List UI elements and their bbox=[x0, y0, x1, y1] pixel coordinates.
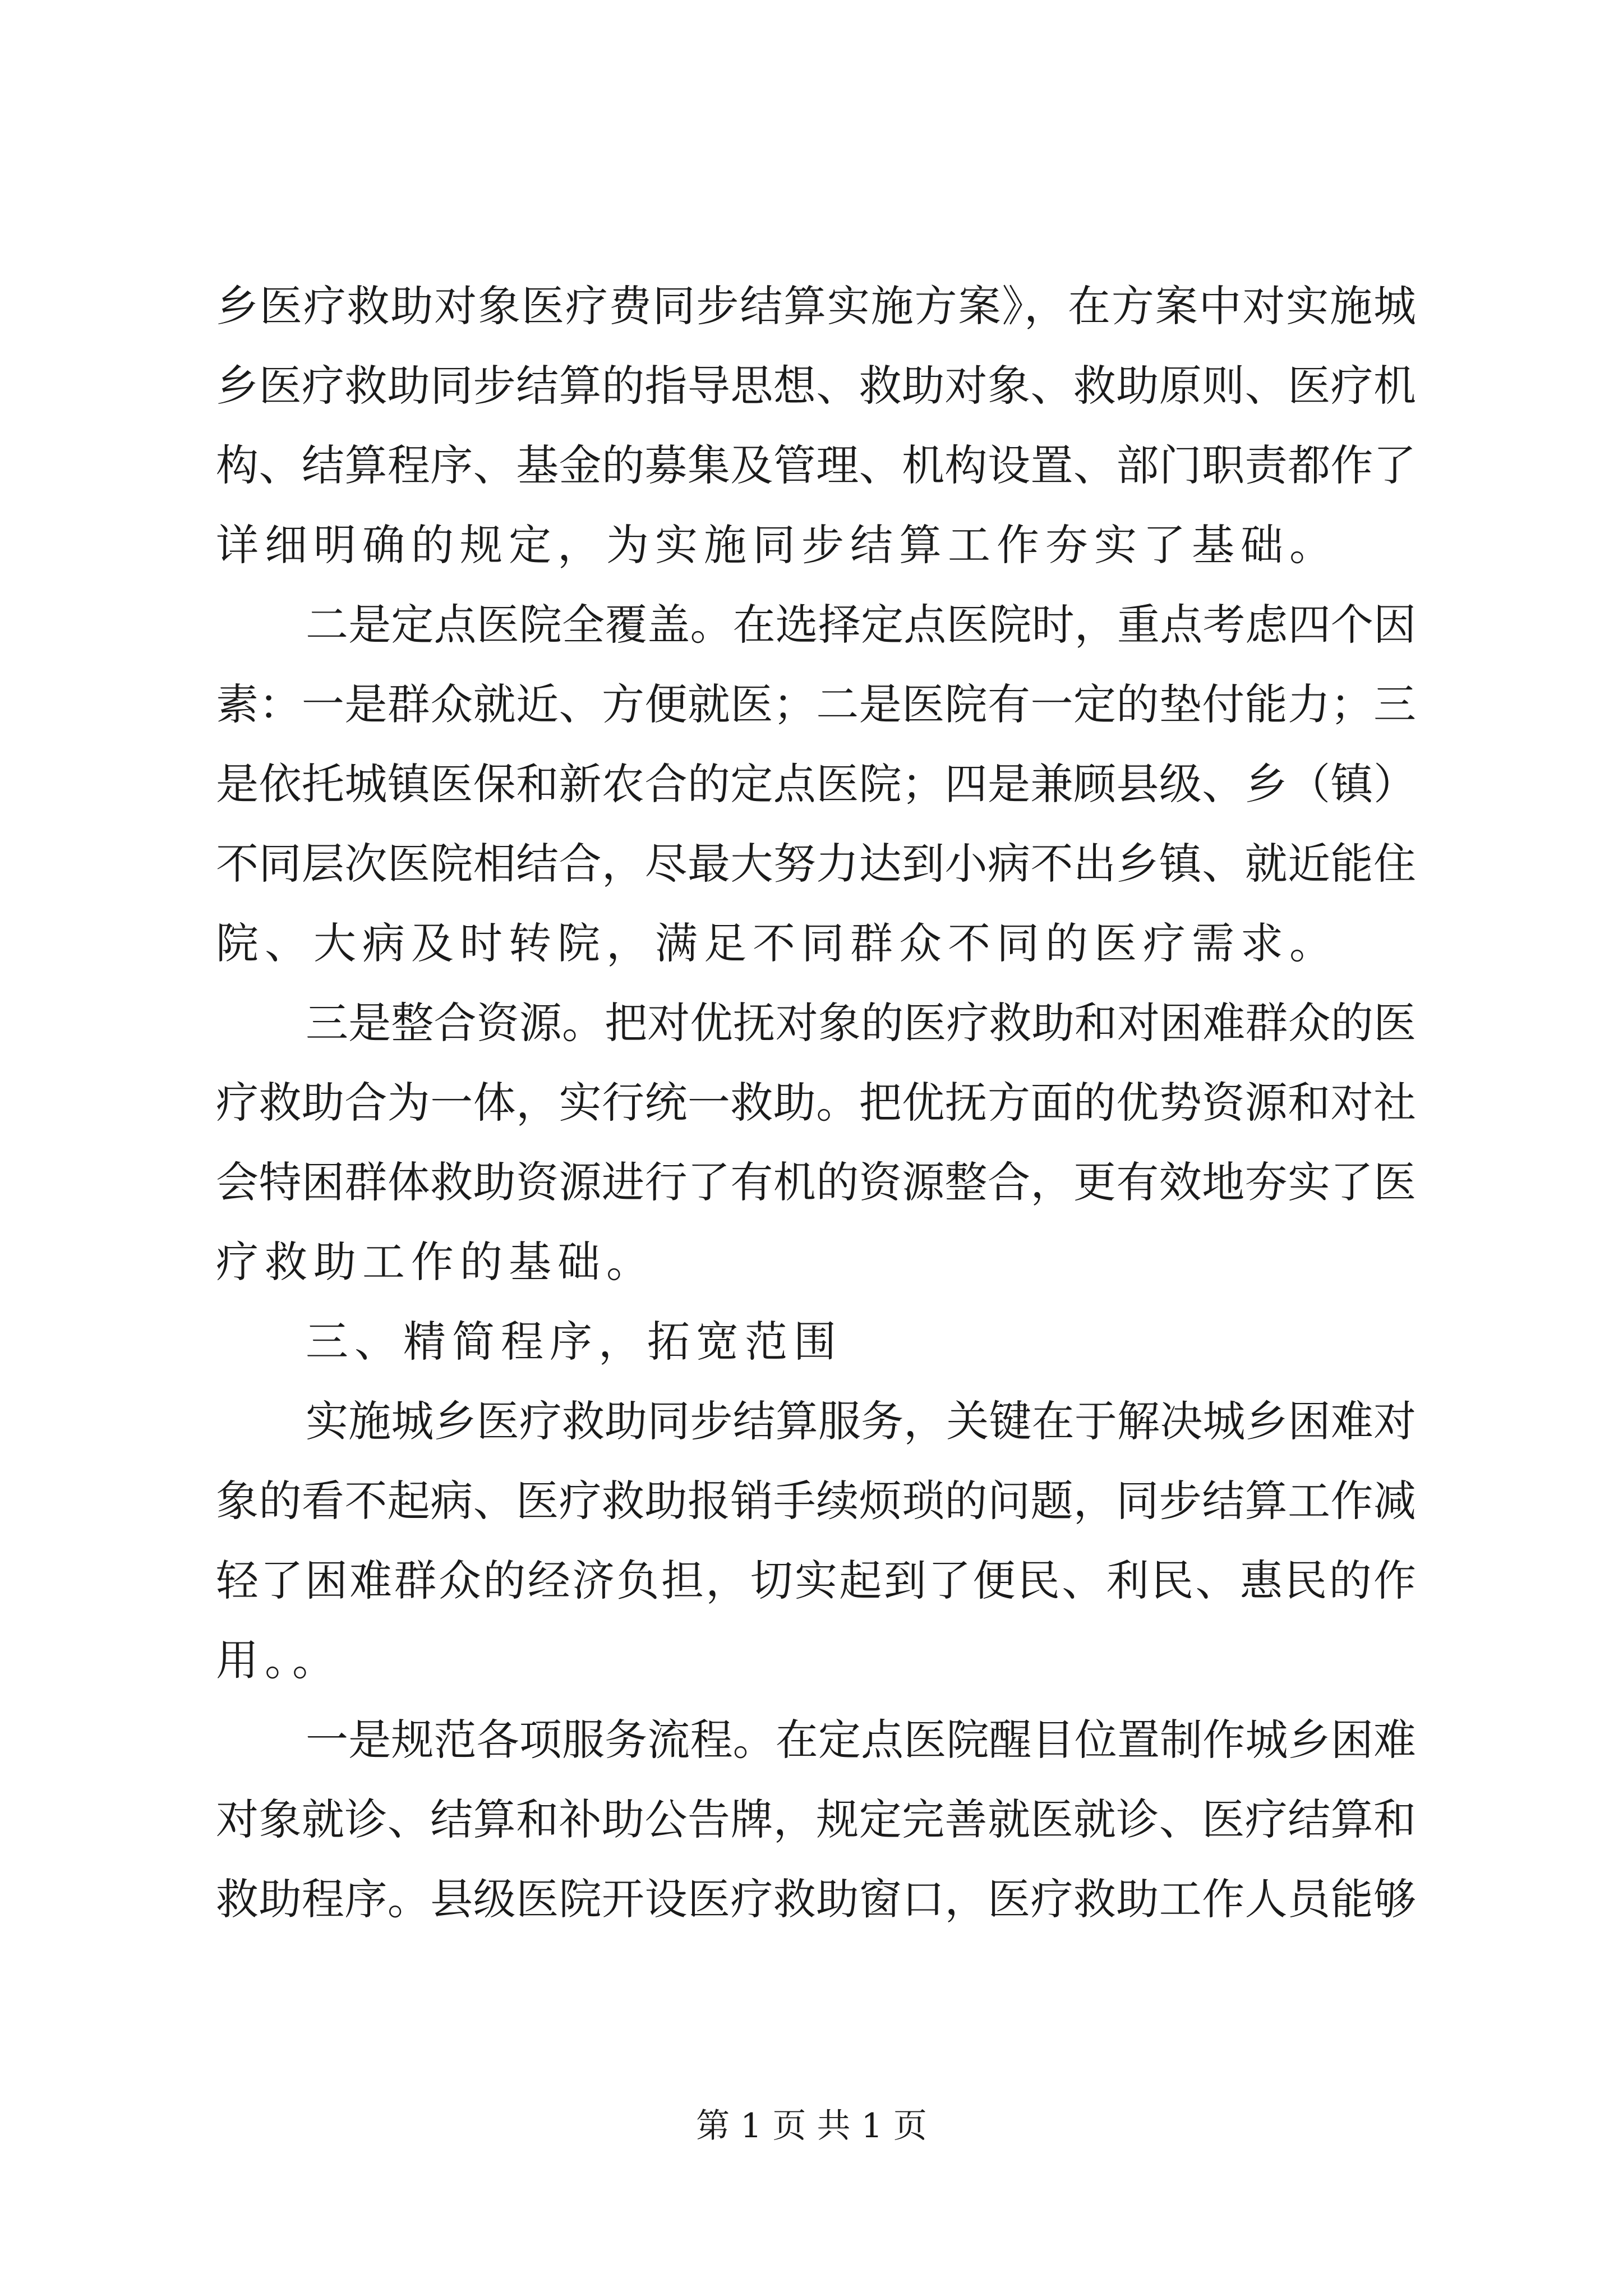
text-line: 乡医疗救助同步结算的指导思想、救助对象、救助原则、医疗机 bbox=[216, 361, 1416, 411]
text-line: 会特困群体救助资源进行了有机的资源整合，更有效地夯实了医 bbox=[216, 1157, 1416, 1207]
section-heading: 三、精简程序，拓宽范围 bbox=[306, 1317, 842, 1366]
paragraph-start-line: 一是规范各项服务流程。在定点医院醒目位置制作城乡困难 bbox=[306, 1715, 1416, 1765]
page-number-footer: 第 1 页 共 1 页 bbox=[696, 2106, 927, 2146]
text-line: 疗救助合为一体，实行统一救助。把优抚方面的优势资源和对社 bbox=[216, 1078, 1416, 1128]
paragraph-start-line: 三是整合资源。把对优抚对象的医疗救助和对困难群众的医 bbox=[306, 998, 1416, 1048]
text-line: 是依托城镇医保和新农合的定点医院；四是兼顾县级、乡（镇） bbox=[216, 759, 1416, 809]
paragraph-start-line: 实施城乡医疗救助同步结算服务，关键在于解决城乡困难对 bbox=[306, 1396, 1416, 1446]
text-line: 救助程序。县级医院开设医疗救助窗口，医疗救助工作人员能够 bbox=[216, 1874, 1416, 1924]
text-line: 详细明确的规定，为实施同步结算工作夯实了基础。 bbox=[216, 520, 1338, 570]
text-line: 院、大病及时转院，满足不同群众不同的医疗需求。 bbox=[216, 918, 1338, 968]
text-line: 疗救助工作的基础。 bbox=[216, 1237, 655, 1287]
text-line: 乡医疗救助对象医疗费同步结算实施方案》，在方案中对实施城 bbox=[216, 281, 1416, 331]
text-line: 象的看不起病、医疗救助报销手续烦琐的问题，同步结算工作减 bbox=[216, 1476, 1416, 1526]
text-line: 构、结算程序、基金的募集及管理、机构设置、部门职责都作了 bbox=[216, 440, 1416, 490]
document-body bbox=[216, 266, 1416, 1939]
text-line: 不同层次医院相结合，尽最大努力达到小病不出乡镇、就近能住 bbox=[216, 839, 1416, 889]
paragraph-start-line: 二是定点医院全覆盖。在选择定点医院时，重点考虑四个因 bbox=[306, 600, 1416, 650]
text-line: 对象就诊、结算和补助公告牌，规定完善就医就诊、医疗结算和 bbox=[216, 1795, 1416, 1844]
text-line: 用。。 bbox=[216, 1635, 341, 1685]
text-line: 素：一是群众就近、方便就医；二是医院有一定的垫付能力；三 bbox=[216, 679, 1416, 729]
text-line: 轻了困难群众的经济负担，切实起到了便民、利民、惠民的作 bbox=[216, 1556, 1416, 1605]
